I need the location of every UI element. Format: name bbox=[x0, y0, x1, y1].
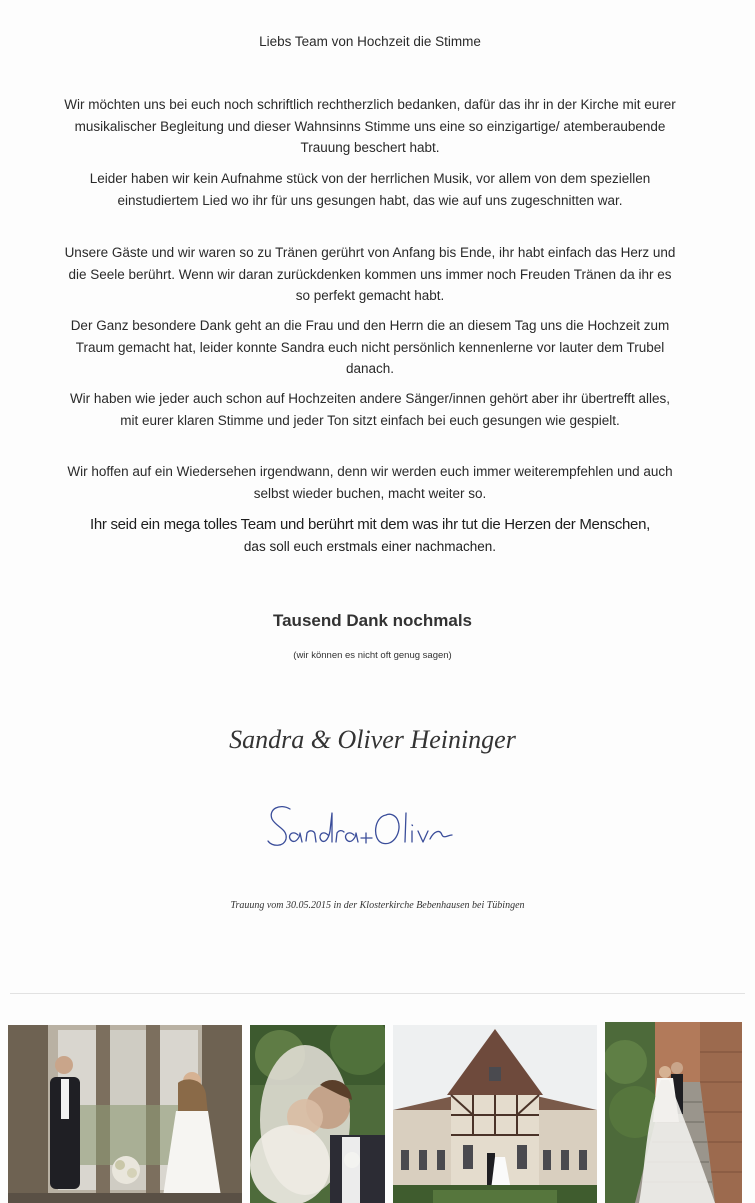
handwritten-signature bbox=[262, 795, 462, 865]
paragraph-2: Leider haben wir kein Aufnahme stück von der herrlichen Musik, vor allem von dem speziellen einstudiertem Lied wo ihr für uns gesungen habt, das wie auf uns zugeschnitten war. bbox=[89, 171, 651, 208]
paragraph-4: Der Ganz besondere Dank geht an die Frau und den Herrn die an diesem Tag uns die Hochzeit zum Traum gemacht hat, leider konnte Sandra euch nicht persönlich kennenlerne vor lauter dem Trubel danach. bbox=[70, 318, 670, 376]
stairs-veil-photo bbox=[605, 1022, 742, 1203]
couple-at-window-photo bbox=[8, 1025, 242, 1203]
divider bbox=[10, 993, 745, 994]
closing-statement bbox=[40, 514, 700, 558]
paragraph-6: Wir hoffen auf ein Wiedersehen irgendwann, denn wir werden euch immer weiterempfehlen und auch selbst wieder buchen, macht weiter so. bbox=[67, 464, 673, 501]
paragraph-5: Wir haben wie jeder auch schon auf Hochzeiten andere Sänger/innen gehört aber ihr übertrefft alles, mit eurer klaren Stimme und jeder Ton sitzt einfach bei euch gesungen wie gespielt. bbox=[69, 391, 671, 428]
monastery-building-photo bbox=[393, 1025, 597, 1203]
paragraph-1: Wir möchten uns bei euch noch schriftlich rechtherzlich bedanken, dafür das ihr in der Kirche mit eurer musikalischer Begleitung und dieser Wahnsinns Stimme uns eine so einzigartige/ atemberaubende Trauung beschert habt. bbox=[64, 97, 676, 155]
paragraph-3: Unsere Gäste und wir waren so zu Tränen gerührt von Anfang bis Ende, ihr habt einfach das Herz und die Seele berührt. Wenn wir daran zurückdenken kommen uns immer noch Freuden Tränen da ihr es so perfekt gemacht habt. bbox=[64, 245, 676, 303]
greeting: Liebs Team von Hochzeit die Stimme bbox=[259, 34, 481, 49]
closing-line-2: das soll euch erstmals einer nachmachen. bbox=[243, 539, 497, 554]
veil-kiss-photo bbox=[250, 1025, 385, 1203]
thanks-title: Tausend Dank nochmals bbox=[272, 611, 472, 630]
wedding-info: Trauung vom 30.05.2015 in der Klosterkirche Bebenhausen bei Tübingen bbox=[230, 900, 525, 911]
thanks-subtitle: (wir können es nicht oft genug sagen) bbox=[293, 650, 452, 661]
couple-names: Sandra & Oliver Heininger bbox=[229, 725, 516, 754]
closing-line-1: Ihr seid ein mega tolles Team und berührt mit dem was ihr tut die Herzen der Menschen, bbox=[89, 516, 651, 533]
